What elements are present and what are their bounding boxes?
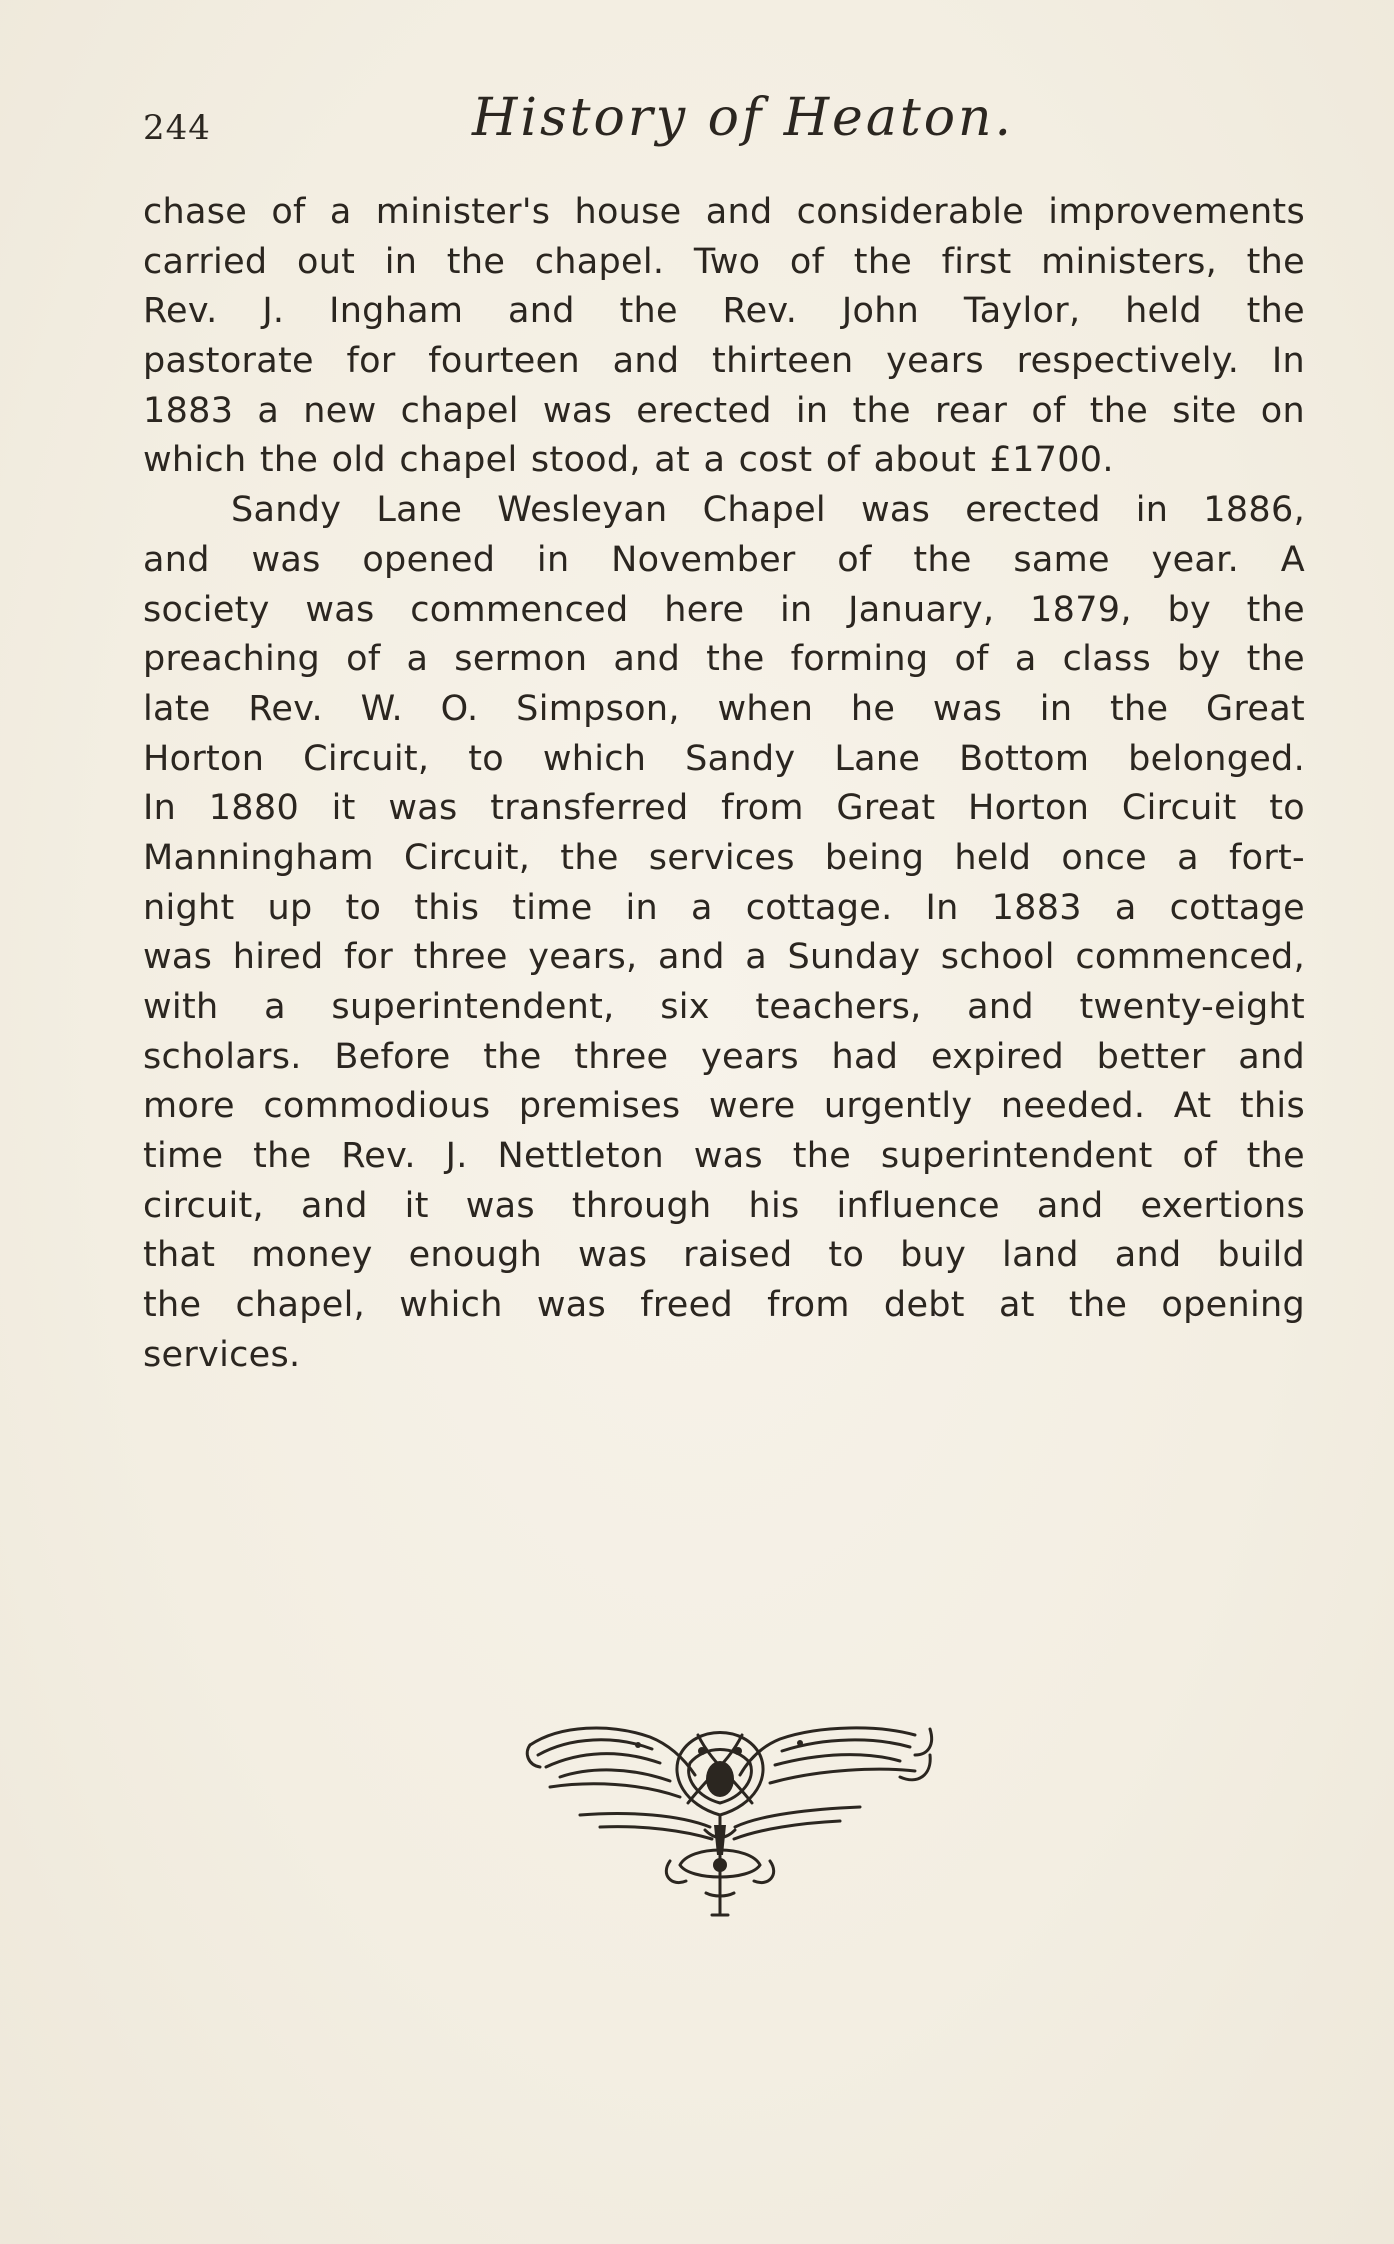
- running-head: [143, 88, 1303, 158]
- text-line: 1883 a new chapel was erected in the rear of the site on: [143, 390, 1305, 431]
- body-text: [143, 188, 1305, 1381]
- text-line: society was commenced here in January, 1879, by the: [143, 589, 1305, 630]
- text-line: preaching of a sermon and the forming of a class by the: [143, 639, 1305, 680]
- text-line: chase of a minister's house and considerable improvements: [143, 192, 1305, 232]
- text-line: night up to this time in a cottage. In 1883 a cottage: [143, 887, 1305, 928]
- text-line: which the old chapel stood, at a cost of about £1700.: [143, 440, 1114, 481]
- text-line: circuit, and it was through his influence and exertions: [143, 1185, 1305, 1226]
- text-line: the chapel, which was freed from debt at the opening: [143, 1285, 1305, 1326]
- text-line: that money enough was raised to buy land and build: [143, 1235, 1305, 1276]
- text-line: scholars. Before the three years had expired better and: [143, 1036, 1305, 1077]
- tailpiece-ornament-icon: [520, 1715, 940, 1925]
- text-line: and was opened in November of the same year. A: [143, 539, 1305, 580]
- text-line: Manningham Circuit, the services being held once a fort-: [143, 837, 1305, 878]
- text-line: Horton Circuit, to which Sandy Lane Bottom belonged.: [143, 738, 1305, 779]
- text-line: Rev. J. Ingham and the Rev. John Taylor, held the: [143, 291, 1305, 332]
- text-line: pastorate for fourteen and thirteen years respectively. In: [143, 341, 1305, 382]
- text-line: with a superintendent, six teachers, and twenty-eight: [143, 987, 1305, 1027]
- text-line: carried out in the chapel. Two of the first ministers, the: [143, 241, 1305, 282]
- text-line: Sandy Lane Wesleyan Chapel was erected in 1886,: [231, 490, 1305, 531]
- text-line: time the Rev. J. Nettleton was the superintendent of the: [143, 1136, 1305, 1177]
- text-line: In 1880 it was transferred from Great Horton Circuit to: [143, 788, 1305, 829]
- text-line: services.: [143, 1334, 301, 1375]
- text-line: was hired for three years, and a Sunday school commenced,: [143, 937, 1305, 978]
- page-number: 244: [143, 108, 211, 148]
- text-line: more commodious premises were urgently needed. At this: [143, 1086, 1305, 1127]
- text-line: late Rev. W. O. Simpson, when he was in the Great: [143, 688, 1305, 729]
- running-title: History of Heaton.: [472, 88, 1015, 148]
